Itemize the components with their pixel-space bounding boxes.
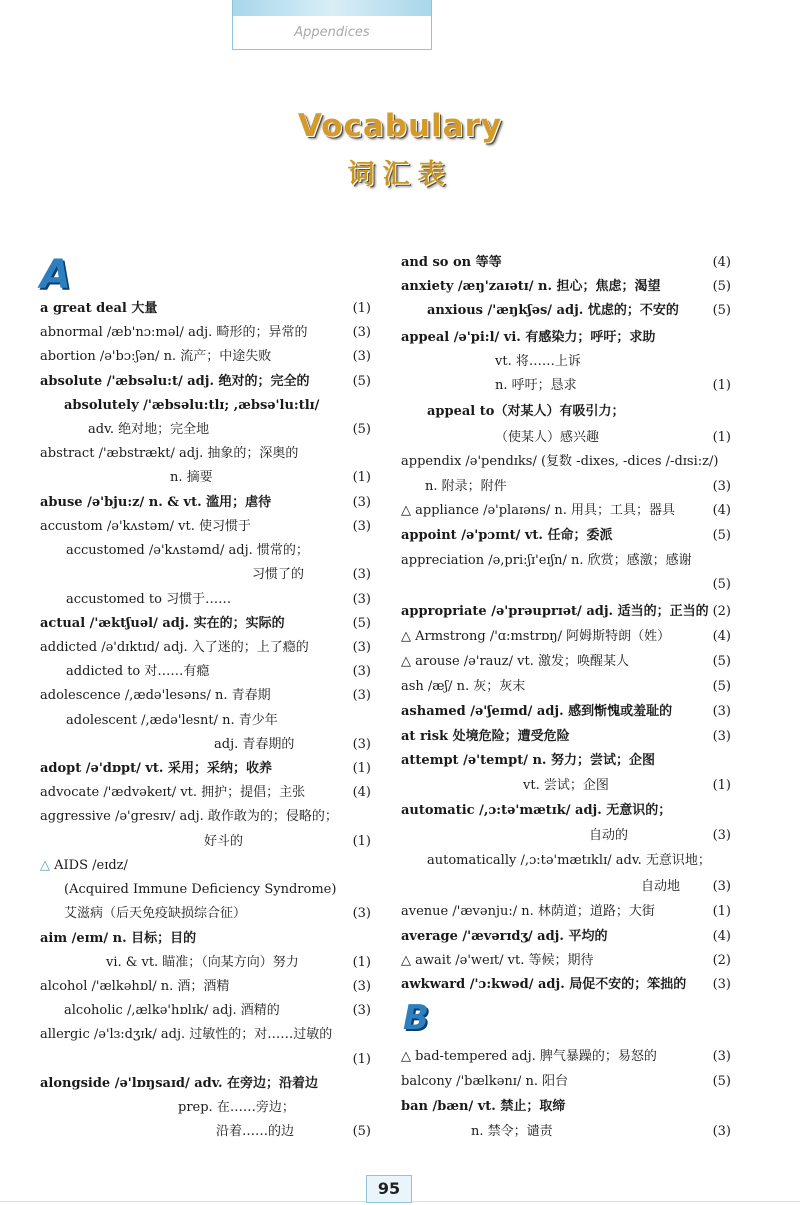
entry: △ arouse /ə'rauz/ vt. 激发；唤醒某人 (5) — [401, 654, 731, 669]
entry: alcohol /'ælkəhɒl/ n. 酒；酒精 (3) — [40, 979, 371, 994]
appendices-label: Appendices — [294, 25, 370, 40]
entry: awkward /'ɔ:kwəd/ adj. 局促不安的；笨拙的 (3) — [401, 977, 731, 992]
entry: allergic /ə'lɜ:dʒɪk/ adj. 过敏性的；对……过敏的 — [40, 1027, 333, 1042]
entry: automatically /,ɔ:tə'mætɪklɪ/ adv. 无意识地； — [427, 853, 711, 868]
entry: absolutely /'æbsəlu:tlɪ; ,æbsə'lu:tlɪ/ — [64, 398, 320, 413]
section-letter-b: B — [403, 998, 429, 1038]
appendices-tab — [232, 0, 432, 50]
page-title: Vocabulary — [297, 108, 503, 144]
entry: (Acquired Immune Deficiency Syndrome) — [64, 882, 337, 897]
entry: absolute /'æbsəlu:t/ adj. 绝对的；完全的 (5) — [40, 374, 371, 389]
entry: alcoholic /,ælkə'hɒlɪk/ adj. 酒精的 (3) — [64, 1003, 371, 1018]
entry: appropriate /ə'prəuprɪət/ adj. 适当的；正当的 (2) — [401, 604, 731, 619]
entry: accustom /ə'kʌstəm/ vt. 使习惯于 (3) — [40, 519, 371, 534]
entry: avenue /'ævənju:/ n. 林荫道；道路；大街 (1) — [401, 904, 731, 919]
entry: △ AIDS /eɪdz/ — [40, 858, 128, 873]
triangle-icon: △ — [40, 858, 55, 873]
header-band — [233, 0, 431, 16]
entry: abuse /ə'bju:z/ n. & vt. 滥用；虐待 (3) — [40, 495, 371, 510]
entry: addicted /ə'dɪktɪd/ adj. 入了迷的；上了瘾的 (3) — [40, 640, 371, 655]
entry: n. 附录；附件 (3) — [425, 479, 731, 494]
entry: aim /eɪm/ n. 目标；目的 — [40, 931, 197, 946]
section-letter-a: A — [40, 252, 71, 298]
entry: average /'ævərɪdʒ/ adj. 平均的 (4) — [401, 929, 731, 944]
entry: accustomed /ə'kʌstəmd/ adj. 惯常的； — [66, 543, 309, 558]
entry: adolescent /,ædə'lesnt/ n. 青少年 — [66, 713, 278, 728]
entry: attempt /ə'tempt/ n. 努力；尝试；企图 — [401, 753, 655, 768]
entry: 艾滋病（后天免疫缺损综合征） (3) — [64, 906, 371, 921]
entry: appendix /ə'pendɪks/ (复数 -dixes, -dices /-dɪsi:z/) — [401, 454, 719, 469]
entry: 自动的 (3) — [589, 828, 731, 843]
entry: vt. 尝试；企图 (1) — [523, 778, 731, 793]
entry: accustomed to 习惯于…… (3) — [66, 592, 371, 607]
entry: ash /æʃ/ n. 灰；灰末 (5) — [401, 679, 731, 694]
entry: appeal to（对某人）有吸引力； — [427, 404, 625, 419]
entry: anxiety /æŋ'zaɪətɪ/ n. 担心；焦虑；渴望 (5) — [401, 279, 731, 294]
entry: vi. & vt. 瞄准；（向某方向）努力 (1) — [106, 955, 371, 970]
entry: △ await /ə'weɪt/ vt. 等候；期待 (2) — [401, 953, 731, 968]
page-number: 95 — [366, 1175, 412, 1203]
entry: 好斗的 (1) — [204, 834, 371, 849]
entry: n. 禁令；谴责 (3) — [471, 1124, 731, 1139]
entry: balcony /'bælkənɪ/ n. 阳台 (5) — [401, 1074, 731, 1089]
entry: prep. 在……旁边； — [178, 1100, 295, 1115]
entry: alongside /ə'lɒŋsaɪd/ adv. 在旁边；沿着边 — [40, 1076, 319, 1091]
entry: adv. 绝对地；完全地 (5) — [88, 422, 371, 437]
entry: abnormal /æb'nɔ:məl/ adj. 畸形的；异常的 (3) — [40, 325, 371, 340]
entry: △ Armstrong /'ɑ:mstrɒŋ/ 阿姆斯特朗（姓） (4) — [401, 629, 731, 644]
entry: vt. 将……上诉 — [495, 354, 581, 369]
entry: anxious /'æŋkʃəs/ adj. 忧虑的；不安的 (5) — [427, 303, 731, 318]
entry: 习惯了的 (3) — [252, 567, 371, 582]
entry: automatic /,ɔ:tə'mætɪk/ adj. 无意识的； — [401, 803, 672, 818]
entry: ashamed /ə'ʃeɪmd/ adj. 感到惭愧或羞耻的 (3) — [401, 704, 731, 719]
entry: actual /'æktʃuəl/ adj. 实在的；实际的 (5) — [40, 616, 371, 631]
entry: 自动地 (3) — [641, 879, 731, 894]
entry: n. 呼吁；恳求 (1) — [495, 378, 731, 393]
entry: at risk 处境危险；遭受危险 (3) — [401, 729, 731, 744]
page-subtitle: 词汇表 — [347, 159, 453, 190]
entry: ban /bæn/ vt. 禁止；取缔 — [401, 1099, 566, 1114]
entry: adj. 青春期的 (3) — [214, 737, 371, 752]
entry: advocate /'ædvəkeɪt/ vt. 拥护；提倡；主张 (4) — [40, 785, 371, 800]
entry: 沿着……的边 (5) — [216, 1124, 371, 1139]
entry: n. 摘要 (1) — [170, 470, 371, 485]
entry: appreciation /ə,pri:ʃɪ'eɪʃn/ n. 欣赏；感激；感谢 — [401, 553, 692, 568]
entry: aggressive /ə'gresɪv/ adj. 敢作敢为的；侵略的； — [40, 809, 338, 824]
entry: abortion /ə'bɔ:ʃən/ n. 流产；中途失败 (3) — [40, 349, 371, 364]
entry: a great deal 大量 (1) — [40, 301, 371, 316]
entry: adopt /ə'dɒpt/ vt. 采用；采纳；收养 (1) — [40, 761, 371, 776]
entry: abstract /'æbstrækt/ adj. 抽象的；深奥的 — [40, 446, 299, 461]
entry: △ bad-tempered adj. 脾气暴躁的；易怒的 (3) — [401, 1049, 731, 1064]
entry: appoint /ə'pɔɪnt/ vt. 任命；委派 (5) — [401, 528, 731, 543]
entry: and so on 等等 (4) — [401, 255, 731, 270]
entry: △ appliance /ə'plaɪəns/ n. 用具；工具；器具 (4) — [401, 503, 731, 518]
entry: adolescence /,ædə'lesəns/ n. 青春期 (3) — [40, 688, 371, 703]
entry: appeal /ə'pi:l/ vi. 有感染力；呼吁；求助 — [401, 330, 656, 345]
entry: addicted to 对……有瘾 (3) — [66, 664, 371, 679]
entry: （使某人）感兴趣 (1) — [495, 430, 731, 445]
